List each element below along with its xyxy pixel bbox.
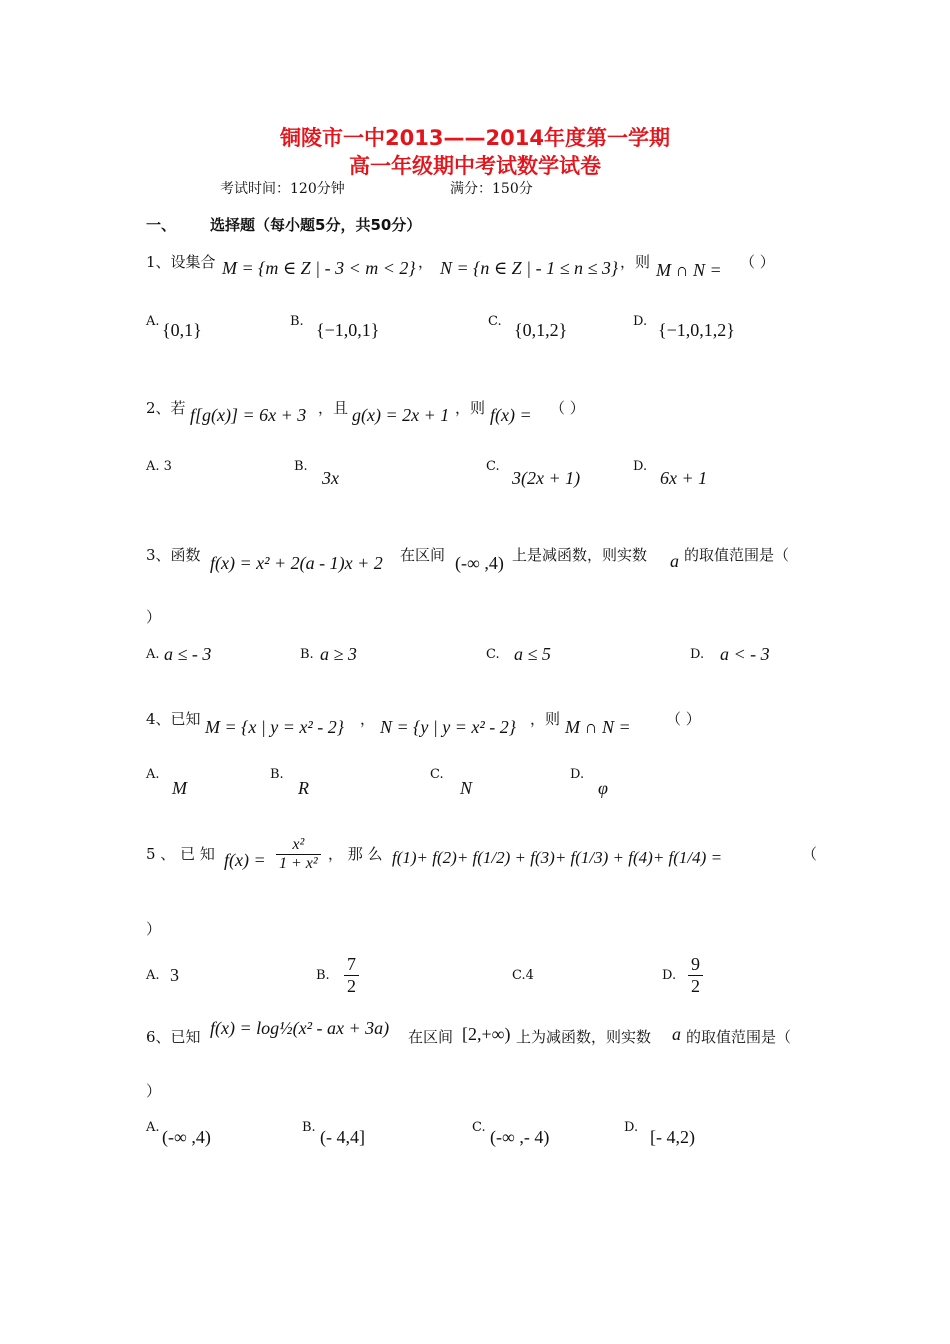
q1-set-n: N = {n ∈ Z | - 1 ≤ n ≤ 3} [440,258,619,278]
q4-option-c: N [460,778,473,798]
q5-option-b-numerator: 7 [344,954,359,976]
exam-title-line1: 铜陵市一中2013——2014年度第一学期 [280,126,670,150]
q5-sum-expression: f(1)+ f(2)+ f(1/2) + f(3)+ f(1/3) + f(4)+ f(1/4) = [392,848,723,867]
q5-option-b-label: B. [316,968,330,983]
q4-number: 4、已知 [146,710,201,728]
q2-number: 2、若 [146,399,186,417]
q3-option-c-label: C. [486,647,500,662]
q2-expression-2: g(x) = 2x + 1 [352,405,450,425]
q5-number: 5 、 已 知 [146,845,215,863]
q1-option-a-label: A. [146,314,160,329]
q4-option-d-label: D. [570,767,585,782]
q5-fraction [276,836,321,873]
section-number: 一、 [146,216,177,234]
q6-option-a: (-∞ ,4) [162,1127,211,1147]
q1-set-m: M = {m ∈ Z | - 3 < m < 2} [222,258,416,278]
q6-option-c-label: C. [472,1120,486,1135]
q2-option-b-label: B. [294,459,308,474]
q5-option-a: 3 [170,965,179,985]
q5-option-d-label: D. [662,968,677,983]
q6-tail-text-2: 的取值范围是（ [686,1028,792,1046]
q4-expression: M ∩ N = [565,717,631,737]
q1-option-c-label: C. [488,314,502,329]
q6-expression: f(x) = log½(x² - ax + 3a) [210,1018,390,1038]
q3-expression: f(x) = x² + 2(a - 1)x + 2 [210,553,383,573]
q4-option-b-label: B. [270,767,284,782]
q5-option-d-denominator: 2 [691,976,700,996]
q4-answer-paren: （ ） [666,710,701,728]
q6-option-d-label: D. [624,1120,639,1135]
q1-option-d: {−1,0,1,2} [658,320,735,340]
exam-score: 满分：150分 [450,181,533,197]
q2-expression-1: f[g(x)] = 6x + 3 [190,405,307,425]
q5-open-paren: （ [802,845,818,863]
q1-option-c: {0,1,2} [514,320,568,340]
q2-option-c: 3(2x + 1) [512,468,581,488]
q6-option-c: (-∞ ,- 4) [490,1127,550,1147]
q1-then: ，则 [620,253,651,271]
q2-option-a: A. 3 [146,459,172,474]
q4-option-d: φ [598,778,608,798]
exam-title-line2: 高一年级期中考试数学试卷 [349,154,601,178]
q1-number: 1、设集合 [146,253,216,271]
q3-option-d: a < - 3 [720,644,770,664]
q3-option-a: a ≤ - 3 [164,644,212,664]
q6-variable: a [672,1024,681,1044]
q3-tail-text: 上是减函数，则实数 [512,546,648,564]
q6-interval: [2,+∞) [462,1024,511,1044]
q5-option-a-label: A. [146,968,160,983]
q3-option-a-label: A. [146,647,160,662]
q2-option-c-label: C. [486,459,500,474]
q1-answer-paren: （ ） [740,253,775,271]
q5-fraction-numerator: x² [276,836,321,855]
q4-option-b: R [298,778,309,798]
q5-option-c: C.4 [512,968,534,983]
q2-answer-paren: （ ） [550,399,585,417]
q1-option-d-label: D. [633,314,648,329]
q2-then: ，则 [455,399,486,417]
q4-set-m: M = {x | y = x² - 2} [205,717,344,737]
q2-option-d: 6x + 1 [660,468,708,488]
q6-option-b-label: B. [302,1120,316,1135]
q3-variable: a [670,551,679,571]
q3-number: 3、函数 [146,546,201,564]
q2-expression-3: f(x) = [490,405,532,425]
q1-option-b-label: B. [290,314,304,329]
q4-option-a-label: A. [146,767,160,782]
q5-then: ， 那 么 [328,845,383,863]
q6-tail-text: 上为减函数，则实数 [516,1028,652,1046]
q5-close-paren: ） [146,920,162,938]
q3-interval: (-∞ ,4) [455,553,504,573]
q1-option-a: {0,1} [162,320,202,340]
q3-option-d-label: D. [690,647,705,662]
q3-close-paren: ） [146,608,162,626]
q3-option-b-label: B. [300,647,314,662]
section-title: 选择题（每小题5分，共50分） [210,216,422,234]
q3-tail-text-2: 的取值范围是（ [684,546,790,564]
exam-time: 考试时间：120分钟 [220,181,345,197]
q5-option-b-denominator: 2 [347,976,356,996]
q6-option-b: (- 4,4] [320,1127,365,1147]
q1-separator: ， [418,253,434,271]
q5-option-d [688,954,703,997]
q2-option-b: 3x [322,468,339,488]
q5-option-d-numerator: 9 [688,954,703,976]
q6-number: 6、已知 [146,1028,201,1046]
q4-separator: ， [360,710,376,728]
q1-option-b: {−1,0,1} [316,320,380,340]
q4-option-c-label: C. [430,767,444,782]
q3-mid-text: 在区间 [400,546,446,564]
q5-option-b [344,954,359,997]
q1-expression: M ∩ N = [656,260,722,280]
q6-mid-text: 在区间 [408,1028,454,1046]
q3-option-c: a ≤ 5 [514,644,551,664]
q2-option-d-label: D. [633,459,648,474]
q3-option-b: a ≥ 3 [320,644,357,664]
q5-fx: f(x) = [224,850,266,870]
q4-then: ，则 [530,710,561,728]
q4-set-n: N = {y | y = x² - 2} [380,717,517,737]
q4-option-a: M [172,778,187,798]
q6-option-a-label: A. [146,1120,160,1135]
q2-and: ，且 [318,399,349,417]
q6-close-paren: ） [146,1082,162,1100]
q5-fraction-denominator: 1 + x² [279,855,318,872]
q6-option-d: [- 4,2) [650,1127,695,1147]
